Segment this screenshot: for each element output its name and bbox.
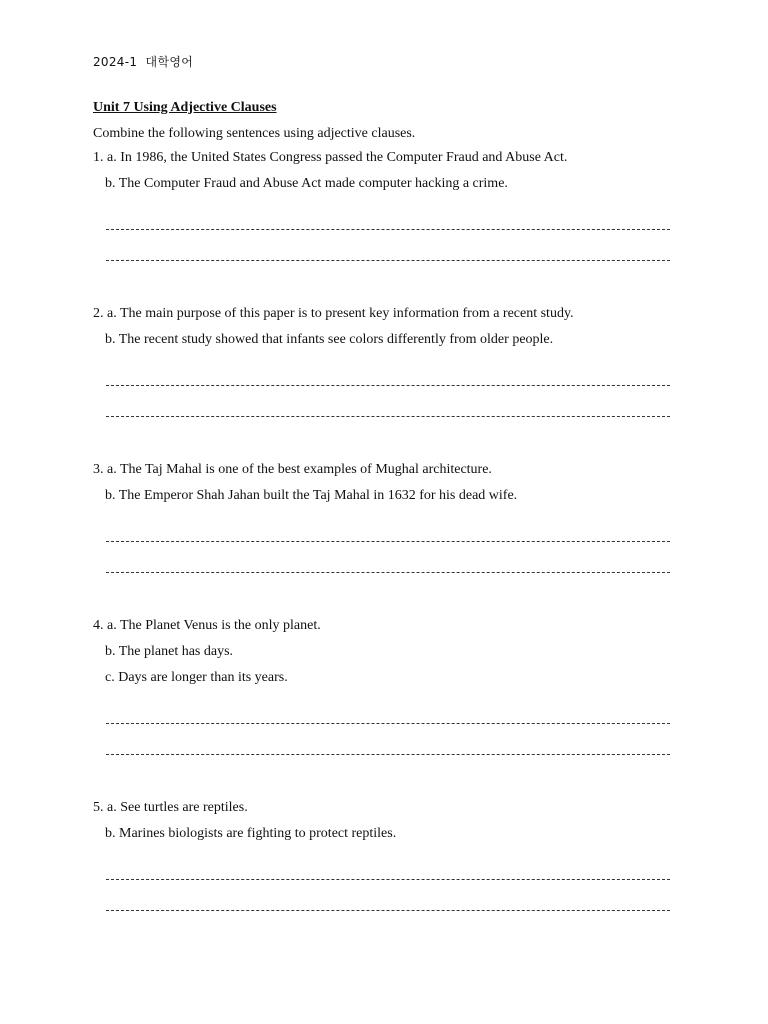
- question-1: [93, 148, 673, 261]
- question-number: 5.: [93, 800, 104, 815]
- answer-line[interactable]: [106, 230, 670, 261]
- answer-line[interactable]: [106, 850, 670, 880]
- question-2-sentence-a: 2. a. The main purpose of this paper is to present key information from a recent study.: [93, 306, 574, 321]
- question-5-sentence-b: b. Marines biologists are fighting to protect reptiles.: [105, 826, 397, 841]
- question-5-sentence-a: 5. a. See turtles are reptiles.: [93, 800, 248, 815]
- question-2: [93, 304, 673, 417]
- question-4-sentence-c: c. Days are longer than its years.: [105, 670, 288, 685]
- answer-line[interactable]: [106, 542, 670, 573]
- question-number: 2.: [93, 306, 104, 321]
- question-1-sentence-b: b. The Computer Fraud and Abuse Act made computer hacking a crime.: [105, 176, 508, 191]
- answer-line[interactable]: [106, 724, 670, 755]
- answer-line[interactable]: [106, 386, 670, 417]
- answer-line[interactable]: [106, 694, 670, 724]
- question-1-sentence-a: 1. a. In 1986, the United States Congress passed the Computer Fraud and Abuse Act.: [93, 150, 568, 165]
- question-2-sentence-b: b. The recent study showed that infants see colors differently from older people.: [105, 332, 554, 347]
- question-number: 3.: [93, 462, 104, 477]
- question-3: [93, 460, 673, 573]
- question-3-sentence-a: 3. a. The Taj Mahal is one of the best examples of Mughal architecture.: [93, 462, 492, 477]
- answer-line[interactable]: [106, 880, 670, 911]
- question-number: 1.: [93, 150, 104, 165]
- course-label: 대학영어: [145, 55, 194, 69]
- answer-line[interactable]: [106, 512, 670, 542]
- question-4-sentence-a: 4. a. The Planet Venus is the only planet.: [93, 618, 321, 633]
- question-4-sentence-b: b. The planet has days.: [105, 644, 234, 659]
- unit-title: Unit 7 Using Adjective Clauses: [93, 100, 277, 115]
- answer-line[interactable]: [106, 200, 670, 230]
- question-4: [93, 616, 673, 755]
- term-label: 2024-1: [93, 55, 138, 69]
- question-number: 4.: [93, 618, 104, 633]
- instructions: Combine the following sentences using adjective clauses.: [93, 126, 416, 141]
- answer-line[interactable]: [106, 356, 670, 386]
- question-5: [93, 798, 673, 911]
- document-header: [93, 53, 193, 70]
- question-3-sentence-b: b. The Emperor Shah Jahan built the Taj Mahal in 1632 for his dead wife.: [105, 488, 518, 503]
